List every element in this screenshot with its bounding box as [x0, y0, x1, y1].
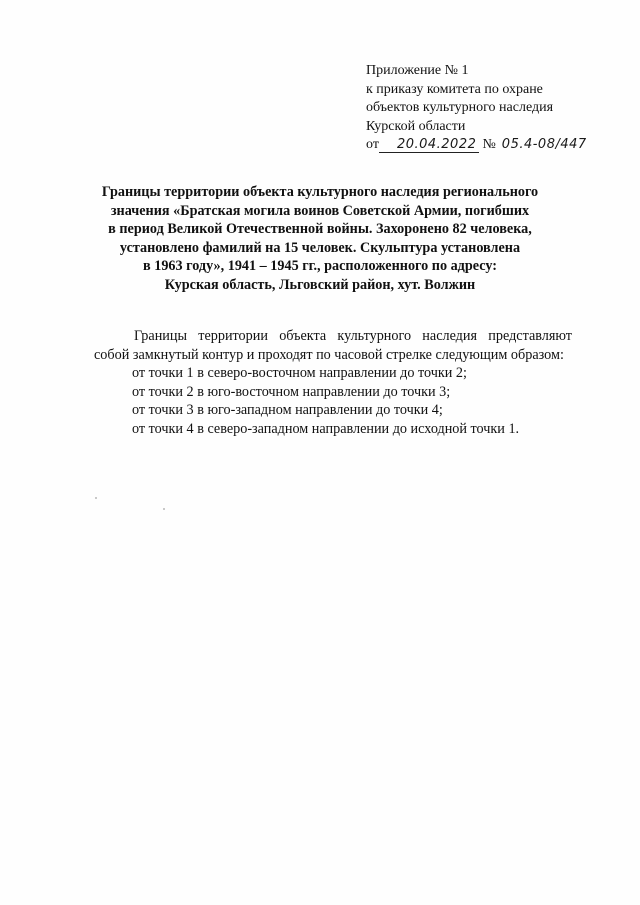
- document-title: [60, 183, 580, 294]
- appendix-order-line: к приказу комитета по охране: [366, 81, 543, 97]
- title-line: значения «Братская могила воинов Советской Армии, погибших: [110, 202, 530, 219]
- order-date-number-line: [366, 136, 616, 155]
- intro-paragraph: Границы территории объекта культурного наследия представляют собой замкнутый контур и проходят по часовой стрелке следующим образом:: [94, 328, 572, 363]
- title-line: в 1963 году», 1941 – 1945 гг., расположенного по адресу:: [143, 258, 497, 274]
- document-body: [94, 327, 572, 439]
- title-line: Курская область, Льговский район, хут. Волжин: [164, 276, 476, 293]
- title-line: в период Великой Отечественной войны. Захоронено 82 человека,: [108, 221, 532, 237]
- appendix-block: [366, 62, 616, 155]
- boundary-item: от точки 2 в юго-восточном направлении до точки 3;: [132, 383, 451, 400]
- title-line: установлено фамилий на 15 человек. Скульптура установлена: [119, 239, 521, 256]
- boundary-item: от точки 1 в северо-восточном направлении до точки 2;: [132, 365, 467, 382]
- handwritten-order-number: 05.4-08/447: [501, 137, 587, 152]
- from-label: от: [366, 137, 379, 152]
- scan-speck: [95, 497, 97, 499]
- scan-speck: [163, 508, 165, 510]
- number-label: №: [482, 137, 496, 152]
- appendix-region-line: Курской области: [366, 118, 466, 134]
- appendix-committee-line: объектов культурного наследия: [366, 100, 554, 115]
- boundary-item: от точки 3 в юго-западном направлении до точки 4;: [132, 402, 443, 419]
- title-line: Границы территории объекта культурного наследия регионального: [101, 184, 539, 200]
- handwritten-date: 20.04.2022: [379, 138, 479, 153]
- boundary-item: от точки 4 в северо-западном направлении до исходной точки 1.: [132, 420, 520, 437]
- appendix-title: Приложение № 1: [366, 63, 469, 78]
